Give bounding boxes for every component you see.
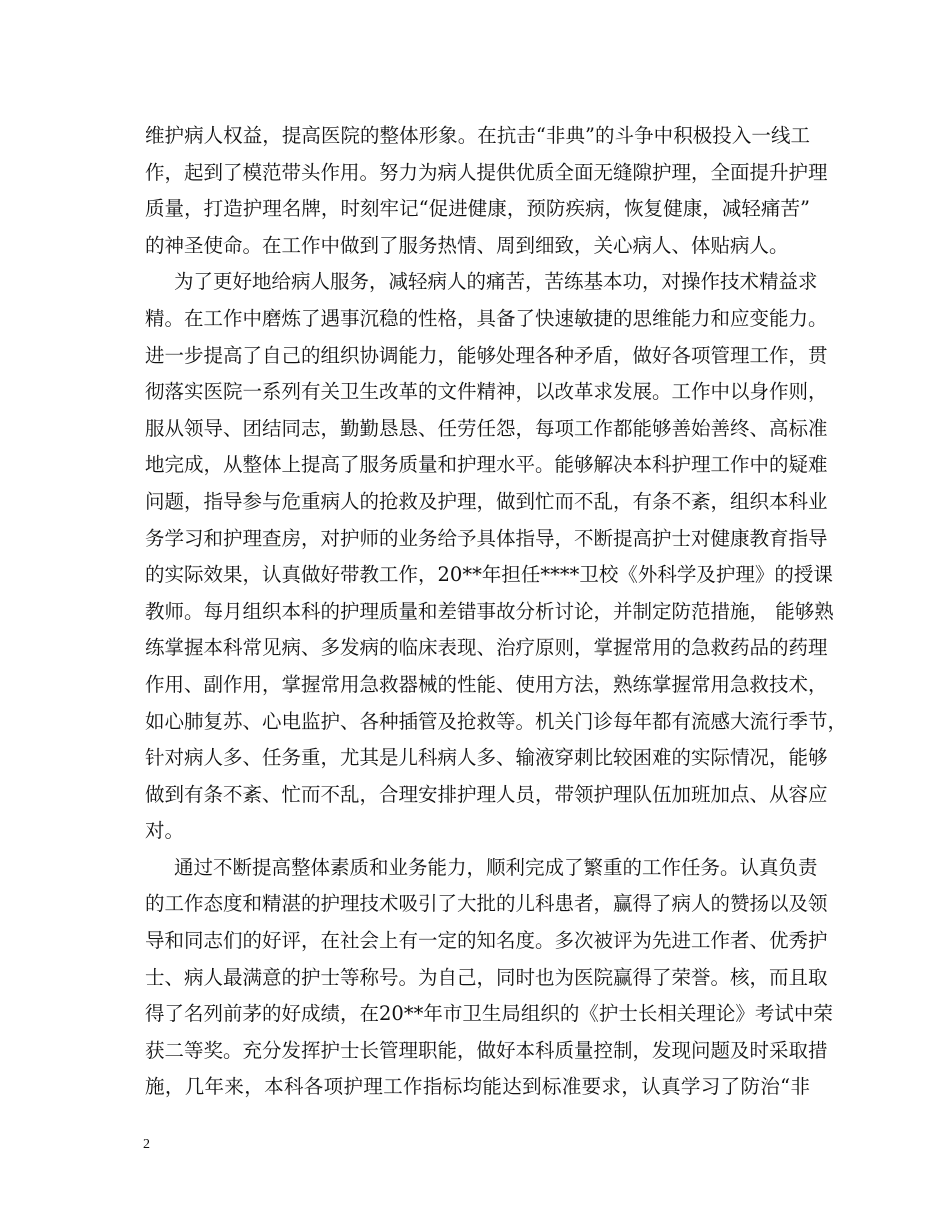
text-line: 问题，指导参与危重病人的抢救及护理，做到忙而不乱，有条不紊，组织本科业 (145, 489, 828, 513)
text-line: 获二等奖。充分发挥护士长管理职能，做好本科质量控制，发现问题及时采取措 (145, 1038, 828, 1062)
text-line: 的工作态度和精湛的护理技术吸引了大批的儿科患者，赢得了病人的赞扬以及领 (145, 892, 828, 916)
text-line: 务学习和护理查房，对护师的业务给予具体指导，不断提高护士对健康教育指导 (145, 526, 828, 550)
text-line: 的实际效果，认真做好带教工作，20**年担任****卫校《外科学及护理》的授课 (145, 563, 833, 587)
document-body (145, 118, 848, 1106)
page-number: 2 (143, 1137, 150, 1152)
text-line: 士、病人最满意的护士等称号。为自己，同时也为医院赢得了荣誉。核，而且取 (145, 965, 828, 989)
text-line: 练掌握本科常见病、多发病的临床表现、治疗原则，掌握常用的急救药品的药理 (145, 636, 828, 660)
text-line: 为了更好地给病人服务，减轻病人的痛苦，苦练基本功，对操作技术精益求 (174, 270, 818, 294)
text-line: 彻落实医院一系列有关卫生改革的文件精神，以改革求发展。工作中以身作则， (145, 380, 828, 404)
text-line: 通过不断提高整体素质和业务能力，顺利完成了繁重的工作任务。认真负责 (174, 855, 818, 879)
text-line: 针对病人多、任务重，尤其是儿科病人多、输液穿刺比较困难的实际情况，能够 (145, 746, 828, 770)
text-line: 精。在工作中磨炼了遇事沉稳的性格，具备了快速敏捷的思维能力和应变能力。 (145, 306, 828, 330)
text-line: 导和同志们的好评，在社会上有一定的知名度。多次被评为先进工作者、优秀护 (145, 929, 828, 953)
text-line: 得了名列前茅的好成绩，在20**年市卫生局组织的《护士长相关理论》考试中荣 (145, 1002, 833, 1026)
text-line: 对。 (145, 819, 185, 843)
text-line: 作用、副作用，掌握常用急救器械的性能、使用方法，熟练掌握常用急救技术， (145, 672, 828, 696)
text-line: 如心肺复苏、心电监护、各种插管及抢救等。机关门诊每年都有流感大流行季节， (145, 709, 848, 733)
text-line: 质量，打造护理名牌，时刻牢记“促进健康，预防疾病，恢复健康，减轻痛苦” (145, 197, 810, 221)
text-line: 进一步提高了自己的组织协调能力，能够处理各种矛盾，做好各项管理工作，贯 (145, 343, 828, 367)
text-line: 服从领导、团结同志，勤勤恳恳、任劳任怨，每项工作都能够善始善终、高标准 (145, 416, 828, 440)
text-line: 做到有条不紊、忙而不乱，合理安排护理人员，带领护理队伍加班加点、从容应 (145, 782, 828, 806)
text-line: 地完成，从整体上提高了服务质量和护理水平。能够解决本科护理工作中的疑难 (145, 453, 828, 477)
text-line: 施，几年来，本科各项护理工作指标均能达到标准要求，认真学习了防治“非 (145, 1075, 810, 1099)
text-line: 教师。每月组织本科的护理质量和差错事故分析讨论，并制定防范措施， 能够熟 (145, 599, 834, 623)
text-line: 作，起到了模范带头作用。努力为病人提供优质全面无缝隙护理，全面提升护理 (145, 160, 828, 184)
text-line: 的神圣使命。在工作中做到了服务热情、周到细致，关心病人、体贴病人。 (145, 233, 789, 257)
text-line: 维护病人权益，提高医院的整体形象。在抗击“非典”的斗争中积极投入一线工 (145, 124, 810, 147)
